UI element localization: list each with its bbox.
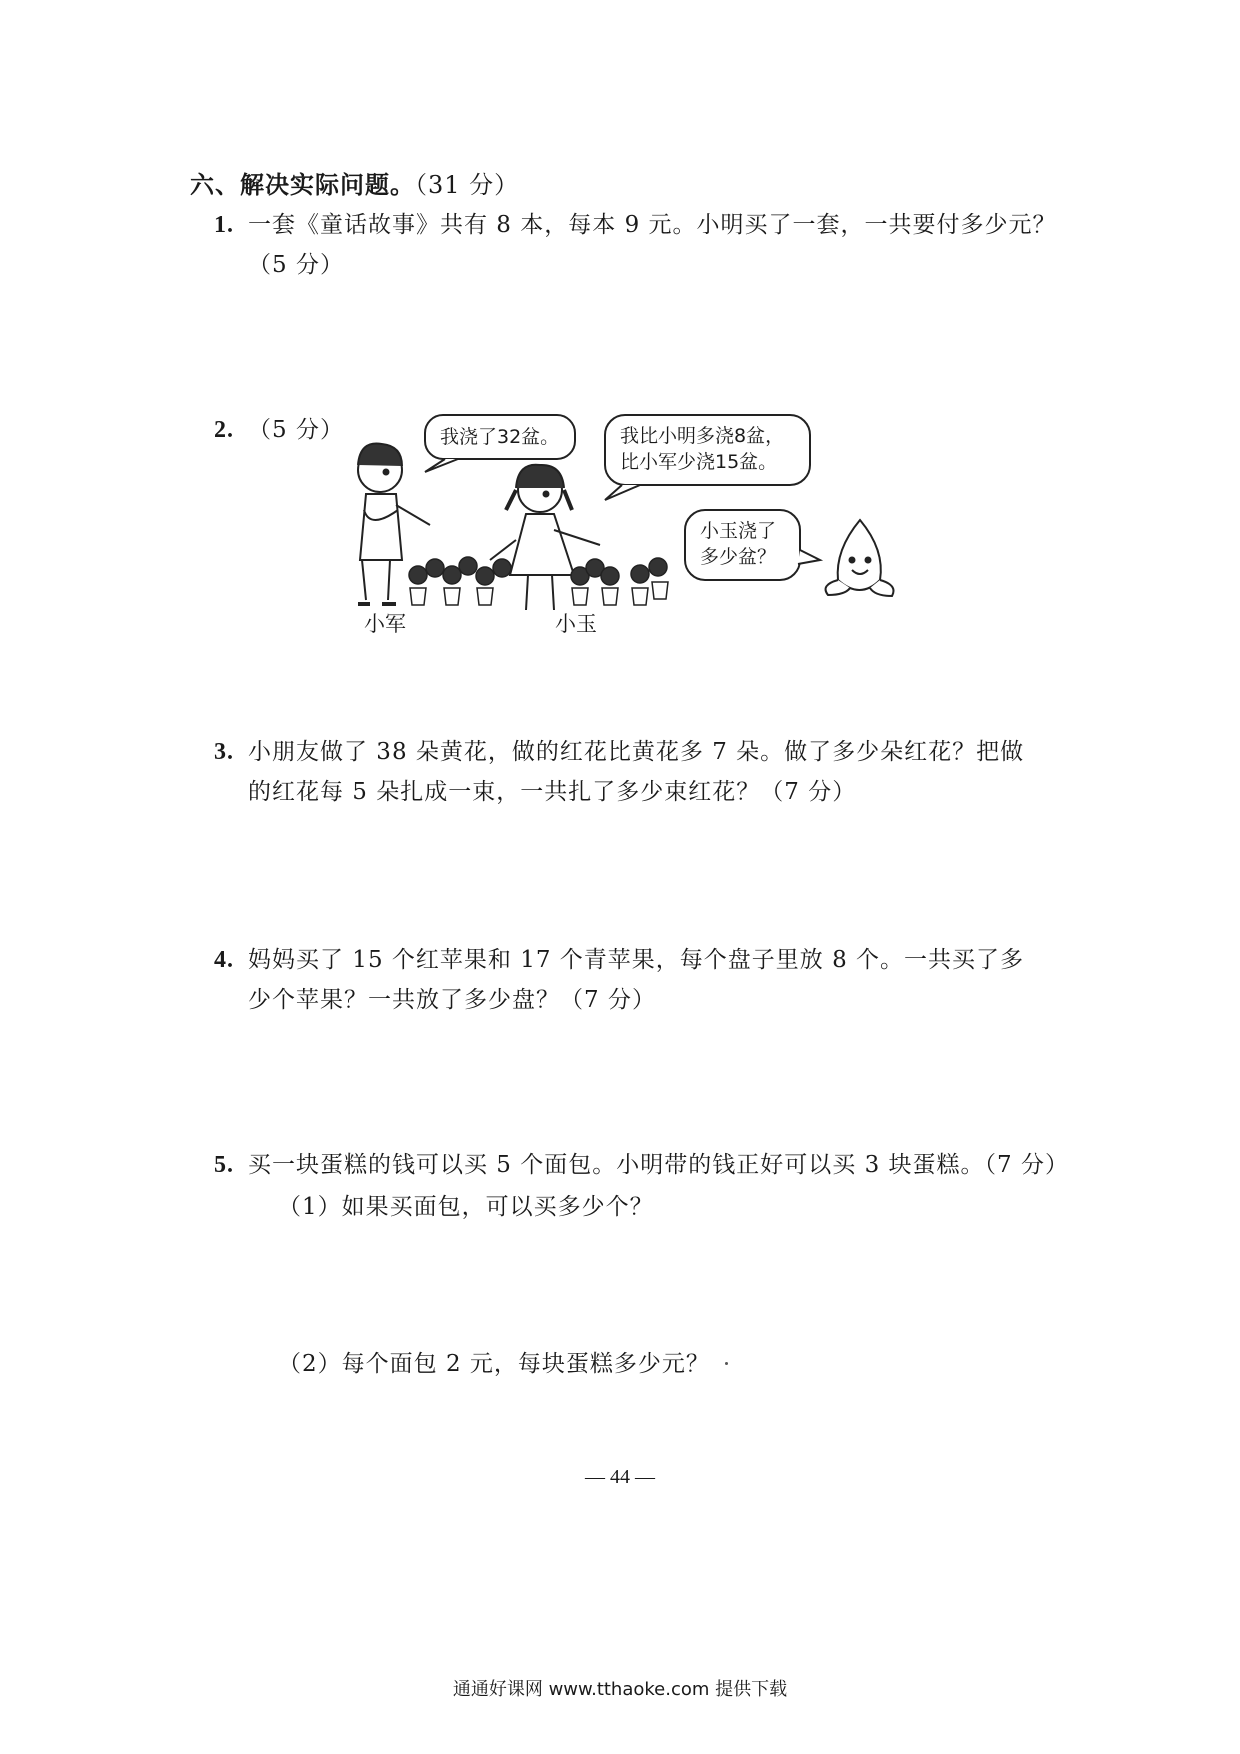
question-number: 1. <box>214 212 234 238</box>
question-text: 的红花每 5 朵扎成一束，一共扎了多少束红花？（7 分） <box>248 779 857 805</box>
peach-mascot <box>826 520 894 596</box>
question-3 <box>214 732 1068 812</box>
bubble-line: 我比小明多浇8盆， <box>620 425 785 447</box>
section-title-text: 六、解决实际问题。 <box>190 170 415 199</box>
question-number: 3. <box>214 739 234 765</box>
question-number: 4. <box>214 947 234 973</box>
question-text: （5 分） <box>248 417 344 443</box>
question-number: 5. <box>214 1152 234 1178</box>
bubble-line: 比小军少浇15盆。 <box>620 451 778 473</box>
question-text: 少个苹果？一共放了多少盘？（7 分） <box>248 987 656 1013</box>
section-points: （31 分） <box>415 171 520 199</box>
question-text: 小朋友做了 38 朵黄花，做的红花比黄花多 7 朵。做了多少朵红花？把做 <box>248 739 1025 765</box>
watering-illustration <box>340 410 910 640</box>
question-text: 买一块蛋糕的钱可以买 5 个面包。小明带的钱正好可以买 3 块蛋糕。（7 分） <box>248 1152 1069 1178</box>
name-label-xiaoyu: 小玉 <box>555 612 597 636</box>
question-text: 一套《童话故事》共有 8 本，每本 9 元。小明买了一套，一共要付多少元？ <box>248 212 1057 238</box>
subquestion-2: （2）每个面包 2 元，每块蛋糕多少元？ <box>278 1351 710 1377</box>
footer-credit: 通通好课网 www.tthaoke.com 提供下载 <box>452 1679 788 1700</box>
scan-speck <box>725 1362 728 1365</box>
question-5 <box>214 1145 1069 1185</box>
question-text: （5 分） <box>248 252 344 278</box>
page-number: — 44 — <box>585 1466 655 1488</box>
question-4 <box>214 940 1068 1020</box>
bubble-line: 我浇了32盆。 <box>440 426 560 448</box>
bubble-1-text <box>440 424 559 450</box>
bubble-line: 小玉浇了 <box>700 520 777 542</box>
subquestion-1: （1）如果买面包，可以买多少个？ <box>278 1194 654 1220</box>
question-text: 妈妈买了 15 个红苹果和 17 个青苹果，每个盘子里放 8 个。一共买了多 <box>248 947 1025 973</box>
bubble-2-text <box>620 423 784 475</box>
bubble-line: 多少盆？ <box>700 546 777 568</box>
question-number: 2. <box>214 417 234 443</box>
question-1 <box>214 205 1068 285</box>
bubble-3-text <box>700 518 776 570</box>
section-title <box>190 165 519 200</box>
name-label-xiaojun: 小军 <box>364 612 406 636</box>
